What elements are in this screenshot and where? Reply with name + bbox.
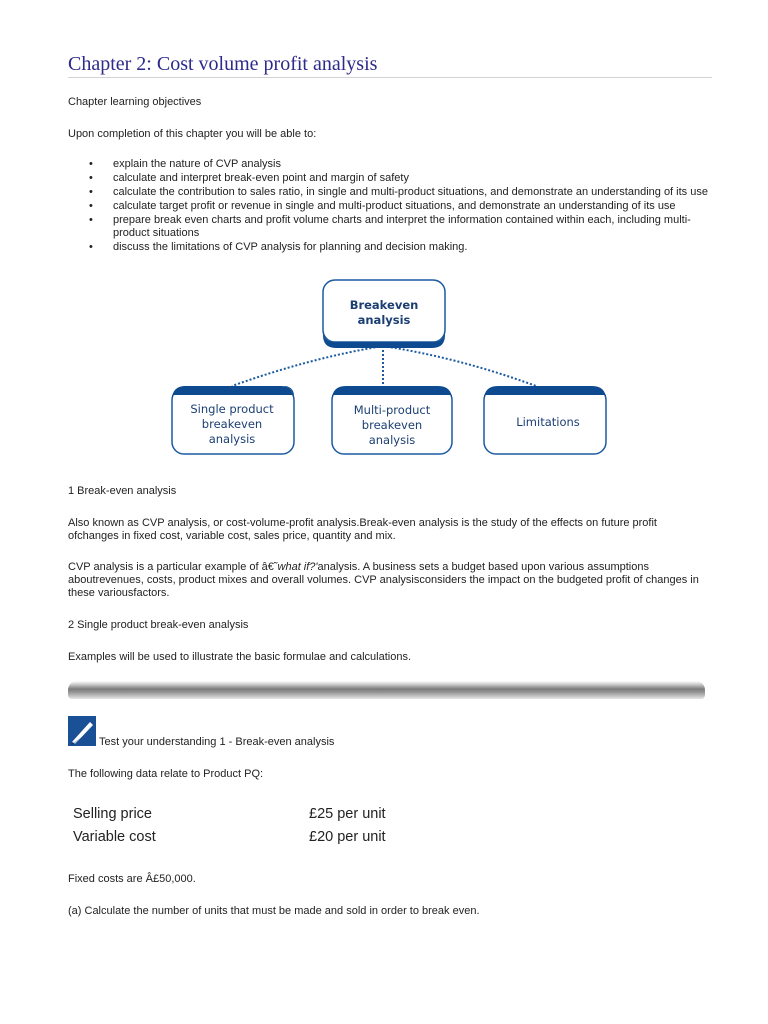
bullet-icon: • bbox=[89, 172, 93, 184]
para-break-even-definition: Also known as CVP analysis, or cost-volume-profit analysis.Break-even analysis is the study of the effects on future profit ofchanges in fixed cost, variable cost, sales price, quantity and mix. bbox=[68, 517, 657, 542]
para-cvp-analysis: CVP analysis is a particular example of â€˜what if?'analysis. A business sets a budget based upon various assumptions aboutrevenues, costs, product mixes and overall volumes. CVP analysisconsiders the impact on the budgeted profit of changes in these variousfactors. bbox=[68, 561, 699, 599]
multi-product-line2: breakeven bbox=[361, 418, 423, 432]
selling-price-value: £25 per unit bbox=[309, 806, 386, 822]
objective-item: • calculate the contribution to sales ratio, in single and multi-product situations, and demonstrate an understanding of its use bbox=[89, 186, 708, 198]
single-product-line2: breakeven bbox=[201, 417, 263, 431]
bullet-icon: • bbox=[89, 200, 93, 212]
objective-item: • explain the nature of CVP analysis bbox=[89, 158, 281, 170]
multi-product-box bbox=[332, 386, 452, 454]
multi-product-line1: Multi-product bbox=[353, 403, 431, 417]
breakeven-diagram bbox=[170, 278, 610, 458]
section2-heading: 2 Single product break-even analysis bbox=[68, 619, 249, 631]
bullet-icon: • bbox=[89, 158, 93, 170]
page-title: Chapter 2: Cost volume profit analysis bbox=[68, 53, 378, 75]
variable-cost-label: Variable cost bbox=[73, 829, 156, 845]
bullet-icon: • bbox=[89, 214, 93, 226]
bullet-icon: • bbox=[89, 186, 93, 198]
connector-left bbox=[232, 346, 383, 386]
single-product-line1: Single product bbox=[190, 402, 274, 416]
section-divider-band bbox=[68, 681, 705, 699]
data-intro: The following data relate to Product PQ: bbox=[68, 768, 264, 780]
breakeven-analysis-box bbox=[323, 280, 445, 348]
question-a: (a) Calculate the number of units that must be made and sold in order to break even. bbox=[68, 905, 480, 917]
title-divider bbox=[68, 77, 712, 78]
limitations-box bbox=[484, 386, 606, 454]
objectives-heading: Chapter learning objectives bbox=[68, 96, 202, 108]
single-product-box bbox=[172, 386, 294, 454]
bullet-icon: • bbox=[89, 241, 93, 253]
objective-item: • prepare break even charts and profit volume charts and interpret the information contained within each, including multi-product situations bbox=[89, 214, 691, 239]
limitations-label: Limitations bbox=[516, 415, 580, 429]
objective-item: • calculate and interpret break-even point and margin of safety bbox=[89, 172, 409, 184]
single-product-line3: analysis bbox=[208, 432, 256, 446]
objective-item: • discuss the limitations of CVP analysis for planning and decision making. bbox=[89, 241, 468, 253]
objectives-list bbox=[68, 158, 708, 255]
variable-cost-value: £20 per unit bbox=[309, 829, 386, 845]
breakeven-title-line1: Breakeven bbox=[349, 298, 419, 312]
fixed-costs-text: Fixed costs are Â£50,000. bbox=[68, 873, 196, 885]
breakeven-title-line2: analysis bbox=[357, 313, 411, 327]
objectives-intro: Upon completion of this chapter you will be able to: bbox=[68, 128, 317, 140]
selling-price-label: Selling price bbox=[73, 806, 152, 822]
pencil-icon bbox=[68, 716, 96, 746]
para-examples: Examples will be used to illustrate the basic formulae and calculations. bbox=[68, 651, 412, 663]
multi-product-line3: analysis bbox=[368, 433, 416, 447]
connector-right bbox=[383, 346, 536, 386]
section1-heading: 1 Break-even analysis bbox=[68, 485, 177, 497]
tyu-heading: Test your understanding 1 - Break-even analysis bbox=[99, 736, 335, 748]
objective-item: • calculate target profit or revenue in single and multi-product situations, and demonstrate an understanding of its use bbox=[89, 200, 676, 212]
